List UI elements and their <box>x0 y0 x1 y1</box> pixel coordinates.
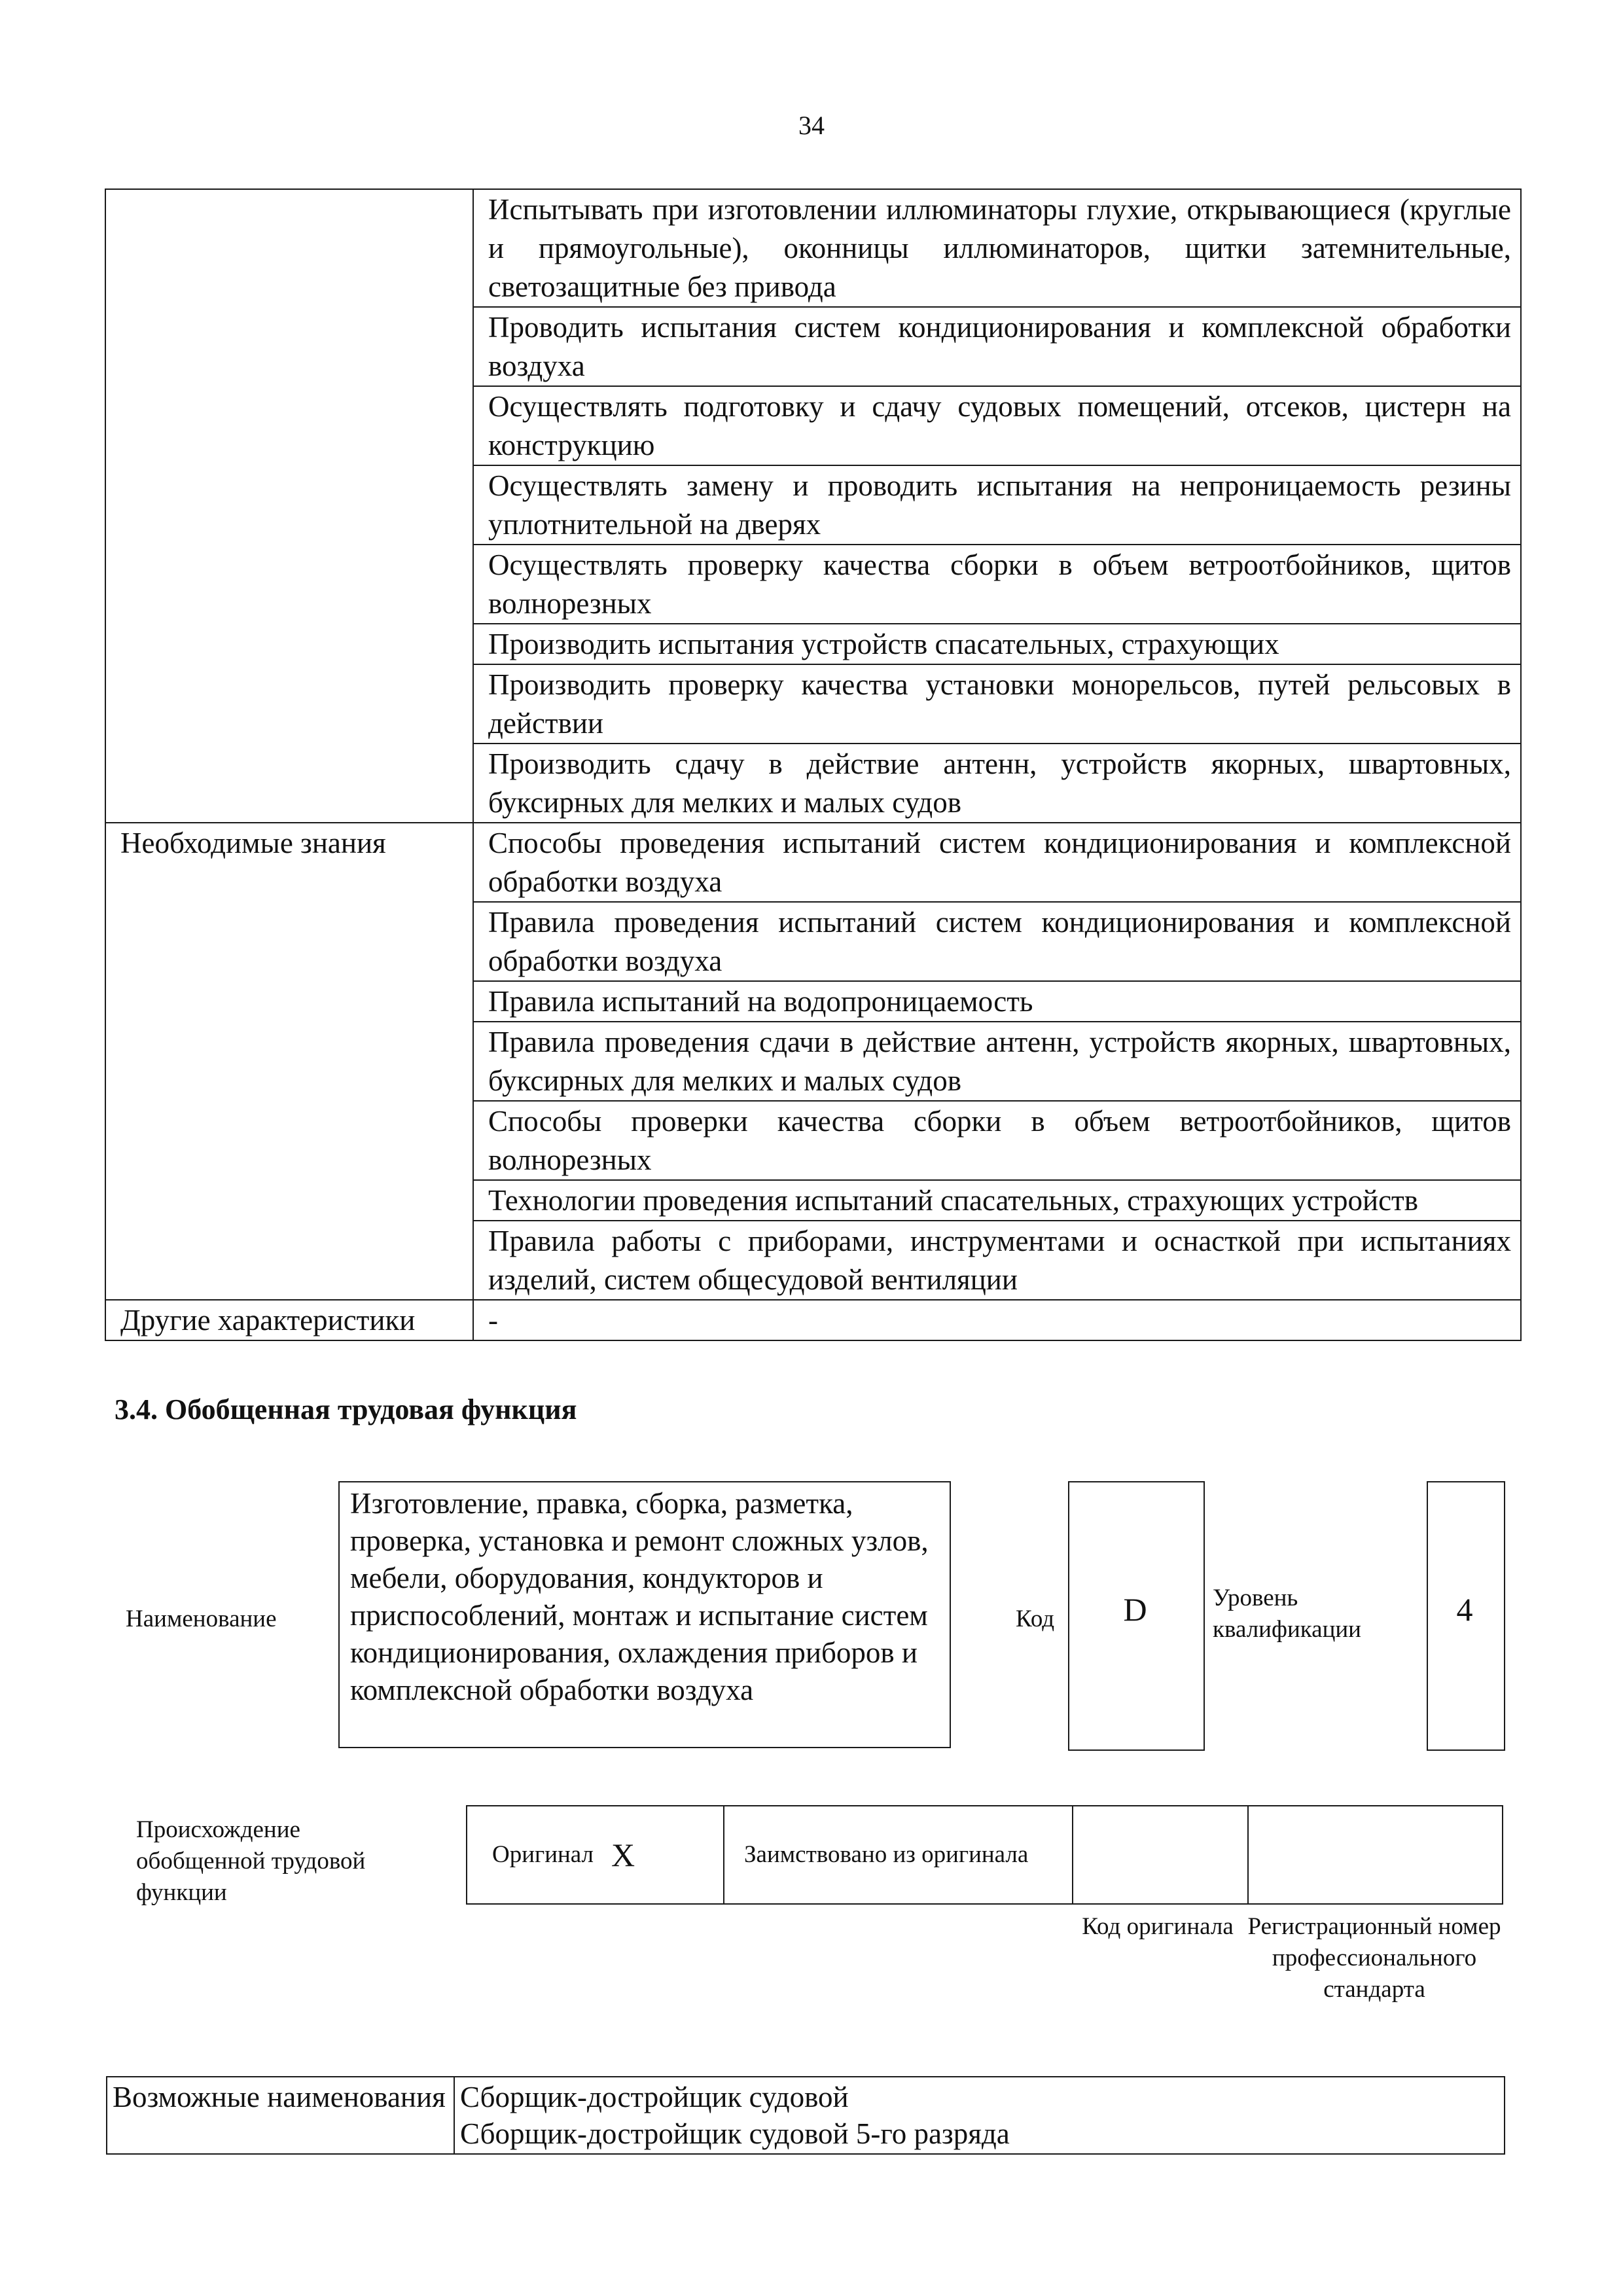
skill-cell: Осуществлять проверку качества сборки в объем ветроотбойников, щитов волнорезных <box>473 545 1521 624</box>
original-label: Оригинал <box>467 1806 609 1904</box>
knowledge-cell: Правила испытаний на водопроницаемость <box>473 981 1521 1022</box>
possible-names-label: Возможные наименования <box>107 2077 454 2154</box>
knowledge-cell: Правила проведения испытаний систем кондиционирования и комплексной обработки воздуха <box>473 902 1521 981</box>
code-label: Код <box>1016 1605 1055 1632</box>
original-mark: X <box>609 1806 724 1904</box>
possible-name: Сборщик-достройщик судовой 5-го разряда <box>460 2117 1010 2150</box>
code-value: D <box>1123 1591 1147 1628</box>
knowledge-cell: Правила работы с приборами, инструментами и оснасткой при испытаниях изделий, систем общесудовой вентиляции <box>473 1221 1521 1300</box>
table-row <box>105 1300 1521 1340</box>
table-row <box>105 189 1521 307</box>
other-value: - <box>473 1300 1521 1340</box>
table-row <box>105 823 1521 902</box>
level-value: 4 <box>1456 1591 1473 1628</box>
table-row <box>107 2077 1505 2154</box>
skill-cell: Испытывать при изготовлении иллюминаторы глухие, открывающиеся (круглые и прямоугольные), оконницы иллюминаторов, щитки затемнительные, светозащитные без привода <box>473 189 1521 307</box>
skill-cell: Проводить испытания систем кондиционирования и комплексной обработки воздуха <box>473 307 1521 386</box>
table-row <box>467 1806 1503 1904</box>
competency-table <box>105 188 1522 1341</box>
original-code-cell <box>1073 1806 1248 1904</box>
borrowed-label: Заимствовано из оригинала <box>724 1806 1073 1904</box>
origin-table <box>466 1805 1503 1905</box>
skill-cell: Производить проверку качества установки монорельсов, путей рельсовых в действии <box>473 664 1521 744</box>
possible-names-table <box>106 2076 1505 2155</box>
possible-name: Сборщик-достройщик судовой <box>460 2081 849 2113</box>
knowledge-cell: Способы проверки качества сборки в объем ветроотбойников, щитов волнорезных <box>473 1101 1521 1180</box>
origin-label: Происхождение обобщенной трудовой функции <box>136 1816 366 1906</box>
registration-number-caption: Регистрационный номер профессионального стандарта <box>1247 1913 1501 2003</box>
skill-cell: Производить испытания устройств спасательных, страхующих <box>473 624 1521 664</box>
level-label: Уровень квалификации <box>1213 1585 1361 1643</box>
knowledge-cell: Способы проведения испытаний систем кондиционирования и комплексной обработки воздуха <box>473 823 1521 902</box>
possible-names-values <box>454 2077 1505 2154</box>
knowledge-cell: Правила проведения сдачи в действие антенн, устройств якорных, швартовных, буксирных для мелких и малых судов <box>473 1022 1521 1101</box>
registration-number-cell <box>1248 1806 1503 1904</box>
function-name-box: Изготовление, правка, сборка, разметка, проверка, установка и ремонт сложных узлов, мебели, оборудования, кондукторов и приспособлений, монтаж и испытание систем кондиционирования, охлаждения приборов и комплексной обработки воздуха <box>338 1481 951 1748</box>
name-label: Наименование <box>126 1605 277 1632</box>
skill-cell: Осуществлять подготовку и сдачу судовых помещений, отсеков, цистерн на конструкцию <box>473 386 1521 465</box>
skill-cell: Осуществлять замену и проводить испытания на непроницаемость резины уплотнительной на дверях <box>473 465 1521 545</box>
knowledge-label: Необходимые знания <box>105 823 473 1300</box>
knowledge-cell: Технологии проведения испытаний спасательных, страхующих устройств <box>473 1180 1521 1221</box>
original-code-caption: Код оригинала <box>1082 1913 1234 1940</box>
page-number: 34 <box>798 111 825 140</box>
skill-cell: Производить сдачу в действие антенн, устройств якорных, швартовных, буксирных для мелких и малых судов <box>473 744 1521 823</box>
skills-label-cell <box>105 189 473 823</box>
section-heading: 3.4. Обобщенная трудовая функция <box>115 1393 577 1426</box>
other-label: Другие характеристики <box>105 1300 473 1340</box>
